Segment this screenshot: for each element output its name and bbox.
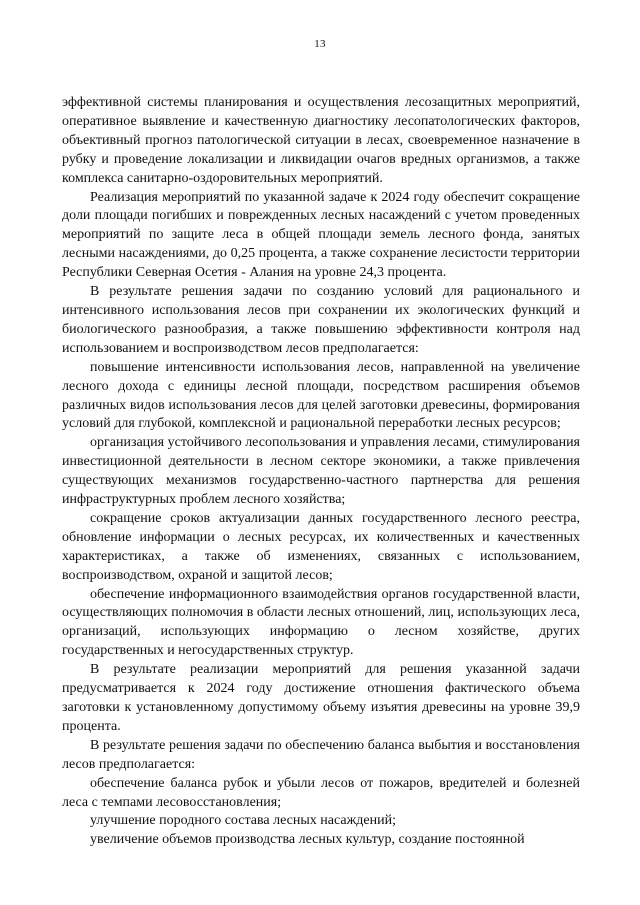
paragraph: эффективной системы планирования и осуществления лесозащитных мероприятий, оперативное выявление и качественную диагностику лесопатологических факторов, объективный прогноз патологической ситуации в лесах, своевременное назначение в рубку и проведение локализации и ликвидации очагов вредных организмов, а также комплекса санитарно-оздоровительных мероприятий. xyxy=(62,95,580,186)
list-item: увеличение объемов производства лесных культур, создание постоянной xyxy=(90,832,525,848)
list-item: улучшение породного состава лесных насаждений; xyxy=(90,813,396,829)
list-item: обеспечение информационного взаимодействия органов государственной власти, осуществляющих полномочия в области лесных отношений, лиц, использующих леса, организаций, использующих информацию о лесном хозяйстве, других государственных и негосударственных структур. xyxy=(62,586,580,659)
page-number: 13 xyxy=(314,38,326,50)
paragraph: В результате решения задачи по обеспечению баланса выбытия и восстановления лесов предполагается: xyxy=(62,737,580,772)
document-body xyxy=(62,94,580,850)
paragraph: В результате решения задачи по созданию условий для рационального и интенсивного использования лесов при сохранении их экологических функций и биологического разнообразия, а также повышению эффективности контроля над использованием и воспроизводством лесов предполагается: xyxy=(62,284,580,356)
list-item: сокращение сроков актуализации данных государственного лесного реестра, обновление информации о лесных ресурсах, их количественных и качественных характеристиках, а также об изменениях, связанных с использованием, воспроизводством, охраной и защитой лесов; xyxy=(62,510,580,583)
list-item: обеспечение баланса рубок и убыли лесов от пожаров, вредителей и болезней леса с темпами лесовосстановления; xyxy=(62,775,580,810)
paragraph: В результате реализации мероприятий для решения указанной задачи предусматривается к 2024 году достижение отношения фактического объема заготовки к установленному допустимому объему изъятия древесины на уровне 39,9 процента. xyxy=(62,662,580,734)
list-item: повышение интенсивности использования лесов, направленной на увеличение лесного дохода с единицы лесной площади, посредством расширения объемов различных видов использования лесов для целей заготовки древесины, формирования условий для глубокой, комплексной и рациональной переработки лесных ресурсов; xyxy=(62,359,580,432)
paragraph: Реализация мероприятий по указанной задаче к 2024 году обеспечит сокращение доли площади погибших и поврежденных лесных насаждений с учетом проведенных мероприятий по защите леса в общей площади земель лесного фонда, занятых лесными насаждениями, до 0,25 процента, а также сохранение лесистости территории Республики Северная Осетия - Алания на уровне 24,3 процента. xyxy=(62,189,580,281)
list-item: организация устойчивого лесопользования и управления лесами, стимулирования инвестиционной деятельности в лесном секторе экономики, а также привлечения существующих механизмов государственно-частного партнерства для решения инфраструктурных проблем лесного хозяйства; xyxy=(62,435,580,508)
